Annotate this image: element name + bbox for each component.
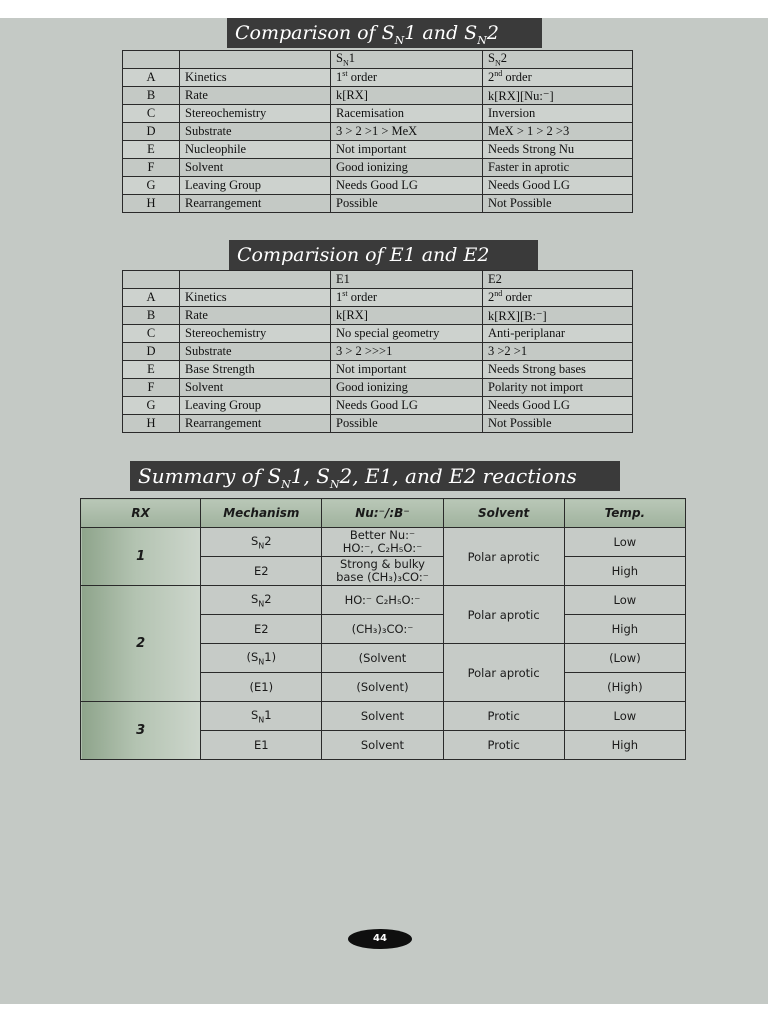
table-row bbox=[123, 415, 633, 433]
row-value-e1: Needs Good LG bbox=[331, 397, 483, 415]
row-value-sn2 bbox=[483, 69, 633, 87]
mech-text: 1 bbox=[264, 707, 272, 722]
row-value-e2: Needs Strong bases bbox=[483, 361, 633, 379]
mechanism-cell: E2 bbox=[201, 615, 322, 644]
temp-cell: Low bbox=[564, 702, 685, 731]
row-letter: G bbox=[123, 177, 180, 195]
table-row bbox=[81, 702, 686, 731]
value-sup: nd bbox=[494, 69, 503, 79]
row-value-sn2: Faster in aprotic bbox=[483, 159, 633, 177]
table-row bbox=[123, 325, 633, 343]
header-empty-cell bbox=[123, 271, 180, 289]
title-subscript: N bbox=[394, 33, 405, 47]
value-sup: st bbox=[342, 289, 348, 299]
row-property: Leaving Group bbox=[180, 397, 331, 415]
row-value-e1 bbox=[331, 289, 483, 307]
solvent-cell: Protic bbox=[443, 702, 564, 731]
temp-cell: High bbox=[564, 731, 685, 760]
title-text: 2, E1, and E2 reactions bbox=[339, 464, 577, 488]
row-letter: A bbox=[123, 69, 180, 87]
rx-number: 1 bbox=[81, 528, 201, 586]
row-property: Substrate bbox=[180, 123, 331, 141]
row-value-sn1: k[RX] bbox=[331, 87, 483, 105]
row-property: Stereochemistry bbox=[180, 325, 331, 343]
row-property: Base Strength bbox=[180, 361, 331, 379]
row-value-sn2: Needs Strong Nu bbox=[483, 141, 633, 159]
row-value-sn1: Possible bbox=[331, 195, 483, 213]
mech-sub: N bbox=[258, 657, 265, 667]
row-value-e2 bbox=[483, 289, 633, 307]
mechanism-cell bbox=[201, 644, 322, 673]
row-letter: C bbox=[123, 325, 180, 343]
mech-sub: N bbox=[258, 541, 265, 551]
solvent-cell: Polar aprotic bbox=[443, 528, 564, 586]
mech-sub: N bbox=[258, 599, 265, 609]
temp-cell: High bbox=[564, 615, 685, 644]
header-e2: E2 bbox=[483, 271, 633, 289]
row-value-e2: Needs Good LG bbox=[483, 397, 633, 415]
row-property: Rearrangement bbox=[180, 195, 331, 213]
row-value-sn2: Not Possible bbox=[483, 195, 633, 213]
row-value-e1: Not important bbox=[331, 361, 483, 379]
title-text: Comparison of S bbox=[235, 22, 395, 44]
mech-sub: N bbox=[258, 715, 265, 725]
row-letter: G bbox=[123, 397, 180, 415]
mech-text: 2 bbox=[264, 533, 272, 548]
value-text: order bbox=[347, 290, 378, 305]
summary-title bbox=[130, 461, 620, 491]
mechanism-cell bbox=[201, 528, 322, 557]
title-text: 2 bbox=[486, 22, 499, 44]
mech-text: S bbox=[250, 707, 259, 722]
row-property: Rate bbox=[180, 307, 331, 325]
temp-cell: (Low) bbox=[564, 644, 685, 673]
title-subscript: N bbox=[281, 478, 291, 491]
mechanism-cell bbox=[201, 702, 322, 731]
row-value-sn1 bbox=[331, 69, 483, 87]
mech-text: 1) bbox=[264, 649, 277, 664]
value-text: order bbox=[347, 70, 378, 85]
row-value-sn1: Not important bbox=[331, 141, 483, 159]
table-row bbox=[123, 141, 633, 159]
row-value-e2: 3 >2 >1 bbox=[483, 343, 633, 361]
header-rx: RX bbox=[81, 499, 201, 528]
rx-number: 2 bbox=[81, 586, 201, 702]
mechanism-cell: E1 bbox=[201, 731, 322, 760]
row-letter: B bbox=[123, 87, 180, 105]
mech-text: S bbox=[250, 533, 259, 548]
row-letter: B bbox=[123, 307, 180, 325]
header-text: S bbox=[336, 51, 343, 66]
nucleophile-cell: Solvent bbox=[322, 702, 443, 731]
row-property: Stereochemistry bbox=[180, 105, 331, 123]
row-property: Solvent bbox=[180, 159, 331, 177]
row-value-e2: Not Possible bbox=[483, 415, 633, 433]
nucleophile-cell: HO:⁻ C₂H₅O:⁻ bbox=[322, 586, 443, 615]
row-value-e2: k[RX][B:⁻] bbox=[483, 307, 633, 325]
title-text: 1, S bbox=[290, 464, 330, 488]
value-sup: st bbox=[342, 69, 348, 79]
table-row bbox=[123, 87, 633, 105]
temp-cell: Low bbox=[564, 586, 685, 615]
header-empty-cell bbox=[123, 51, 180, 69]
header-text: S bbox=[488, 51, 495, 66]
title-subscript: N bbox=[477, 33, 487, 47]
mechanism-cell: E2 bbox=[201, 557, 322, 586]
header-sn2 bbox=[483, 51, 633, 69]
nu-line: Strong & bulky bbox=[339, 557, 425, 571]
mechanism-cell bbox=[201, 586, 322, 615]
row-value-e1: k[RX] bbox=[331, 307, 483, 325]
row-value-sn1: Good ionizing bbox=[331, 159, 483, 177]
row-letter: A bbox=[123, 289, 180, 307]
row-value-e1: Possible bbox=[331, 415, 483, 433]
title-subscript: N bbox=[329, 478, 340, 491]
value-text: 2 bbox=[488, 70, 495, 85]
row-letter: E bbox=[123, 361, 180, 379]
page-number-badge: 44 bbox=[348, 929, 412, 949]
temp-cell: High bbox=[564, 557, 685, 586]
row-property: Solvent bbox=[180, 379, 331, 397]
row-value-sn2: Needs Good LG bbox=[483, 177, 633, 195]
row-value-e2: Polarity not import bbox=[483, 379, 633, 397]
header-sn1 bbox=[331, 51, 483, 69]
table-row bbox=[123, 123, 633, 141]
table-row bbox=[123, 289, 633, 307]
row-letter: D bbox=[123, 343, 180, 361]
row-property: Substrate bbox=[180, 343, 331, 361]
summary-table bbox=[80, 498, 686, 760]
table-row bbox=[123, 177, 633, 195]
nucleophile-cell: Solvent bbox=[322, 731, 443, 760]
table-row bbox=[123, 105, 633, 123]
nucleophile-cell: (Solvent bbox=[322, 644, 443, 673]
row-value-sn1: 3 > 2 >1 > MeX bbox=[331, 123, 483, 141]
value-text: 1 bbox=[336, 70, 343, 85]
table-header-row bbox=[123, 271, 633, 289]
header-mechanism: Mechanism bbox=[201, 499, 322, 528]
row-value-sn1: Racemisation bbox=[331, 105, 483, 123]
row-value-sn1: Needs Good LG bbox=[331, 177, 483, 195]
row-value-e1: No special geometry bbox=[331, 325, 483, 343]
table-row bbox=[123, 379, 633, 397]
title-text: Comparision of E1 and E2 bbox=[237, 244, 490, 266]
title-text: 1 and S bbox=[404, 22, 478, 44]
header-text: 1 bbox=[348, 51, 355, 66]
row-property: Rate bbox=[180, 87, 331, 105]
header-nucleophile: Nu:⁻/:B⁻ bbox=[322, 499, 443, 528]
value-text: order bbox=[502, 290, 532, 305]
mech-text: S bbox=[250, 591, 259, 606]
table-row bbox=[81, 528, 686, 557]
row-letter: H bbox=[123, 415, 180, 433]
row-letter: F bbox=[123, 379, 180, 397]
header-e1: E1 bbox=[331, 271, 483, 289]
row-letter: E bbox=[123, 141, 180, 159]
row-property: Kinetics bbox=[180, 289, 331, 307]
solvent-cell: Polar aprotic bbox=[443, 586, 564, 644]
table-header-row bbox=[81, 499, 686, 528]
header-text: 2 bbox=[500, 51, 507, 66]
rx-number: 3 bbox=[81, 702, 201, 760]
row-value-sn2: MeX > 1 > 2 >3 bbox=[483, 123, 633, 141]
table-row bbox=[123, 69, 633, 87]
mech-text: 2 bbox=[264, 591, 272, 606]
nu-line: Better Nu:⁻ bbox=[349, 528, 416, 542]
value-sup: nd bbox=[494, 289, 503, 299]
table-row bbox=[81, 586, 686, 615]
row-value-sn2: k[RX][Nu:⁻] bbox=[483, 87, 633, 105]
nu-line: HO:⁻, C₂H₅O:⁻ bbox=[342, 541, 423, 555]
row-property: Leaving Group bbox=[180, 177, 331, 195]
page bbox=[0, 18, 768, 1004]
row-letter: H bbox=[123, 195, 180, 213]
nucleophile-cell bbox=[322, 528, 443, 557]
table-row bbox=[123, 361, 633, 379]
nucleophile-cell bbox=[322, 557, 443, 586]
header-sub: N bbox=[494, 58, 501, 68]
row-value-e1: 3 > 2 >>>1 bbox=[331, 343, 483, 361]
mech-text: (S bbox=[246, 649, 259, 664]
nucleophile-cell: (CH₃)₃CO:⁻ bbox=[322, 615, 443, 644]
temp-cell: Low bbox=[564, 528, 685, 557]
row-letter: C bbox=[123, 105, 180, 123]
row-property: Kinetics bbox=[180, 69, 331, 87]
header-temp: Temp. bbox=[564, 499, 685, 528]
header-empty-cell bbox=[180, 271, 331, 289]
table-row bbox=[123, 397, 633, 415]
row-property: Nucleophile bbox=[180, 141, 331, 159]
solvent-cell: Protic bbox=[443, 731, 564, 760]
table-row bbox=[123, 307, 633, 325]
nu-line: base (CH₃)₃CO:⁻ bbox=[336, 570, 429, 584]
mechanism-cell: (E1) bbox=[201, 673, 322, 702]
header-empty-cell bbox=[180, 51, 331, 69]
table-row bbox=[123, 343, 633, 361]
row-letter: F bbox=[123, 159, 180, 177]
solvent-cell: Polar aprotic bbox=[443, 644, 564, 702]
header-sub: N bbox=[342, 58, 349, 68]
sn-comparison-table bbox=[122, 50, 633, 213]
value-text: 1 bbox=[336, 290, 343, 305]
row-value-sn2: Inversion bbox=[483, 105, 633, 123]
nucleophile-cell: (Solvent) bbox=[322, 673, 443, 702]
temp-cell: (High) bbox=[564, 673, 685, 702]
e-comparison-title bbox=[229, 240, 538, 270]
row-property: Rearrangement bbox=[180, 415, 331, 433]
sn-comparison-title bbox=[227, 18, 542, 48]
header-solvent: Solvent bbox=[443, 499, 564, 528]
row-letter: D bbox=[123, 123, 180, 141]
table-header-row bbox=[123, 51, 633, 69]
row-value-e1: Good ionizing bbox=[331, 379, 483, 397]
value-text: 2 bbox=[488, 290, 495, 305]
title-text: Summary of S bbox=[138, 464, 282, 488]
table-row bbox=[123, 159, 633, 177]
e-comparison-table bbox=[122, 270, 633, 433]
value-text: order bbox=[502, 70, 532, 85]
table-row bbox=[123, 195, 633, 213]
row-value-e2: Anti-periplanar bbox=[483, 325, 633, 343]
